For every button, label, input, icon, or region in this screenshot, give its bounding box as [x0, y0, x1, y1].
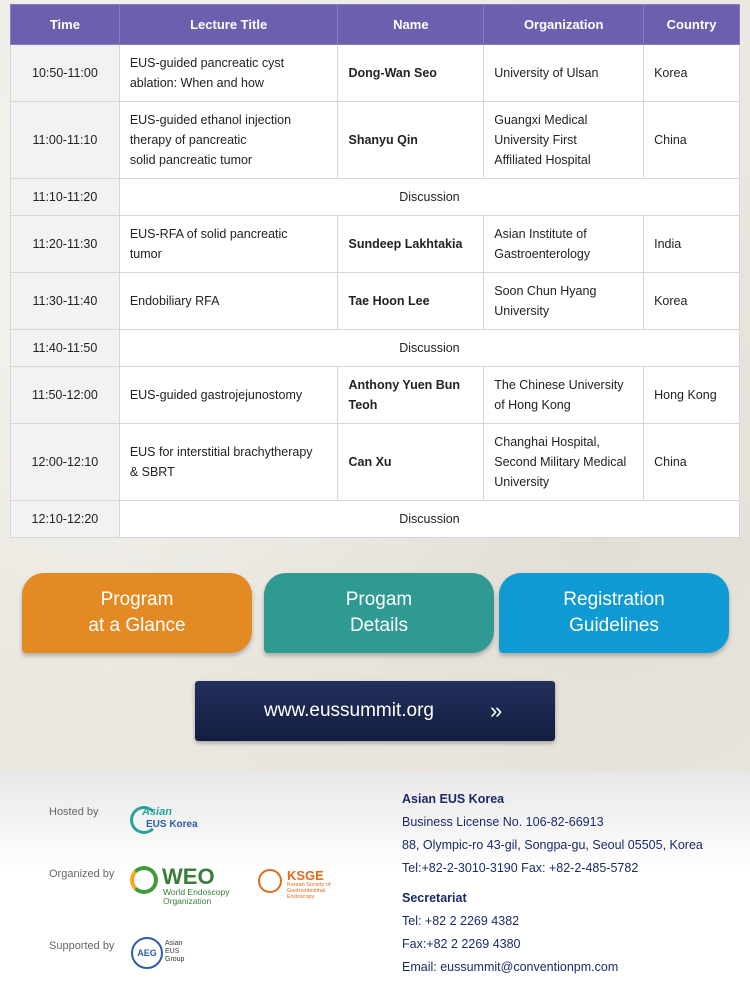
organization-cell-line: of Hong Kong — [494, 398, 571, 412]
discussion-row — [11, 330, 740, 367]
time-cell: 11:40-11:50 — [11, 330, 120, 367]
secretariat-tel: Tel: +82 2 2269 4382 — [402, 914, 520, 928]
button-label-line: Progam — [345, 589, 413, 610]
logo-text: Asian EUS Group — [165, 940, 185, 963]
table-row — [11, 424, 740, 501]
header-time: Time — [11, 5, 120, 45]
logo-text: EUS Korea — [146, 819, 198, 830]
button-label-line: at a Glance — [88, 615, 186, 636]
speaker-name-cell-line: Shanyu Qin — [348, 133, 418, 147]
business-license: Business License No. 106-82-66913 — [402, 815, 604, 829]
speaker-name-cell-line: Can Xu — [348, 455, 392, 469]
tel-fax: Tel:+82-2-3010-3190 Fax: +82-2-485-5782 — [402, 861, 639, 875]
logo-text: Korean Society of Gastrointestinal Endoscopy — [287, 882, 331, 900]
footer — [0, 772, 750, 992]
discussion-cell: Discussion — [119, 179, 739, 216]
speaker-name-cell — [338, 45, 484, 102]
table-header-row — [11, 5, 740, 45]
speaker-name-cell-line: Teoh — [348, 398, 378, 412]
logo-text: WEO — [162, 864, 215, 889]
organization-cell — [484, 273, 644, 330]
speaker-name-cell-line: Anthony Yuen Bun — [348, 378, 461, 392]
lecture-title-cell-line: tumor — [129, 247, 162, 261]
program-table — [10, 4, 740, 538]
lecture-title-cell — [119, 367, 338, 424]
organization-cell-line: Guangxi Medical — [494, 113, 588, 127]
country-cell: China — [644, 424, 740, 501]
program-body — [11, 45, 740, 538]
speaker-name-cell — [338, 424, 484, 501]
speaker-name-cell — [338, 102, 484, 179]
supported-by-label: Supported by — [49, 940, 115, 952]
organization-cell-line: University First — [494, 133, 577, 147]
registration-guidelines-button[interactable] — [499, 573, 729, 653]
table-row — [11, 216, 740, 273]
org-name: Asian EUS Korea — [402, 792, 505, 806]
time-cell: 11:00-11:10 — [11, 102, 120, 179]
lecture-title-cell — [119, 273, 338, 330]
lecture-title-cell — [119, 216, 338, 273]
country-cell: China — [644, 102, 740, 179]
table-row — [11, 273, 740, 330]
double-chevron-right-icon: » — [490, 698, 500, 723]
lecture-title-cell-line: ablation: When and how — [129, 76, 264, 90]
button-label-line: Guidelines — [569, 615, 659, 636]
time-cell: 11:50-12:00 — [11, 367, 120, 424]
button-label-line: Program — [100, 589, 174, 610]
logo-text: Asian — [142, 806, 172, 818]
time-cell: 12:00-12:10 — [11, 424, 120, 501]
lecture-title-cell-line: & SBRT — [129, 465, 175, 479]
ksge-mark-icon — [258, 869, 282, 893]
speaker-name-cell-line: Tae Hoon Lee — [348, 294, 430, 308]
time-cell: 11:20-11:30 — [11, 216, 120, 273]
time-cell: 11:30-11:40 — [11, 273, 120, 330]
time-cell: 11:10-11:20 — [11, 179, 120, 216]
program-at-a-glance-button[interactable] — [22, 573, 252, 653]
discussion-cell: Discussion — [119, 501, 739, 538]
secretariat-heading: Secretariat — [402, 891, 467, 905]
speaker-name-cell — [338, 216, 484, 273]
country-cell: Hong Kong — [644, 367, 740, 424]
header-title: Lecture Title — [119, 5, 338, 45]
organization-cell-line: University — [494, 304, 550, 318]
speaker-name-cell — [338, 367, 484, 424]
logo-text: World Endoscopy Organization — [163, 887, 230, 906]
time-cell: 10:50-11:00 — [11, 45, 120, 102]
logo-text: KSGE — [287, 868, 324, 883]
organization-cell — [484, 424, 644, 501]
organization-cell-line: Affiliated Hospital — [494, 153, 591, 167]
table-row — [11, 102, 740, 179]
lecture-title-cell-line: therapy of pancreatic — [129, 133, 247, 147]
lecture-title-cell-line: EUS-guided gastrojejunostomy — [129, 388, 303, 402]
organized-by-label: Organized by — [49, 868, 115, 880]
speaker-name-cell — [338, 273, 484, 330]
lecture-title-cell-line: solid pancreatic tumor — [129, 153, 253, 167]
country-cell: Korea — [644, 273, 740, 330]
lecture-title-cell — [119, 45, 338, 102]
speaker-name-cell-line: Dong-Wan Seo — [348, 66, 437, 80]
discussion-row — [11, 179, 740, 216]
organization-cell-line: Gastroenterology — [494, 247, 591, 261]
lecture-title-cell — [119, 102, 338, 179]
table-row — [11, 45, 740, 102]
secretariat-fax: Fax:+82 2 2269 4380 — [402, 937, 521, 951]
organization-cell — [484, 102, 644, 179]
discussion-row — [11, 501, 740, 538]
weo-mark-icon — [130, 866, 158, 894]
hosted-by-label: Hosted by — [49, 806, 99, 818]
discussion-cell: Discussion — [119, 330, 739, 367]
organization-cell — [484, 45, 644, 102]
table-row — [11, 367, 740, 424]
website-link-button[interactable] — [195, 681, 555, 741]
speaker-name-cell-line: Sundeep Lakhtakia — [348, 237, 463, 251]
organization-cell-line: University — [494, 475, 550, 489]
lecture-title-cell-line: EUS-guided pancreatic cyst — [129, 56, 285, 70]
header-organization: Organization — [484, 5, 644, 45]
lecture-title-cell-line: EUS-RFA of solid pancreatic — [129, 227, 288, 241]
organization-cell-line: Asian Institute of — [494, 227, 587, 241]
header-country: Country — [644, 5, 740, 45]
organization-cell-line: Second Military Medical — [494, 455, 627, 469]
country-cell: India — [644, 216, 740, 273]
country-cell: Korea — [644, 45, 740, 102]
address: 88, Olympic-ro 43-gil, Songpa-gu, Seoul 05505, Korea — [402, 838, 703, 852]
organization-cell-line: The Chinese University — [494, 378, 624, 392]
button-label-line: Registration — [563, 589, 665, 610]
secretariat-email[interactable]: Email: eussummit@conventionpm.com — [402, 960, 619, 974]
header-name: Name — [338, 5, 484, 45]
button-label-line: Details — [349, 615, 409, 636]
program-details-button[interactable] — [264, 573, 494, 653]
lecture-title-cell — [119, 424, 338, 501]
website-url: www.eussummit.org — [264, 700, 434, 721]
organization-cell — [484, 367, 644, 424]
aeg-mark-icon: AEG — [131, 937, 163, 969]
organization-cell-line: University of Ulsan — [494, 66, 599, 80]
organization-cell-line: Changhai Hospital, — [494, 435, 600, 449]
lecture-title-cell-line: EUS-guided ethanol injection — [129, 113, 292, 127]
organization-cell-line: Soon Chun Hyang — [494, 284, 597, 298]
time-cell: 12:10-12:20 — [11, 501, 120, 538]
lecture-title-cell-line: EUS for interstitial brachytherapy — [129, 445, 313, 459]
organization-cell — [484, 216, 644, 273]
lecture-title-cell-line: Endobiliary RFA — [129, 294, 220, 308]
